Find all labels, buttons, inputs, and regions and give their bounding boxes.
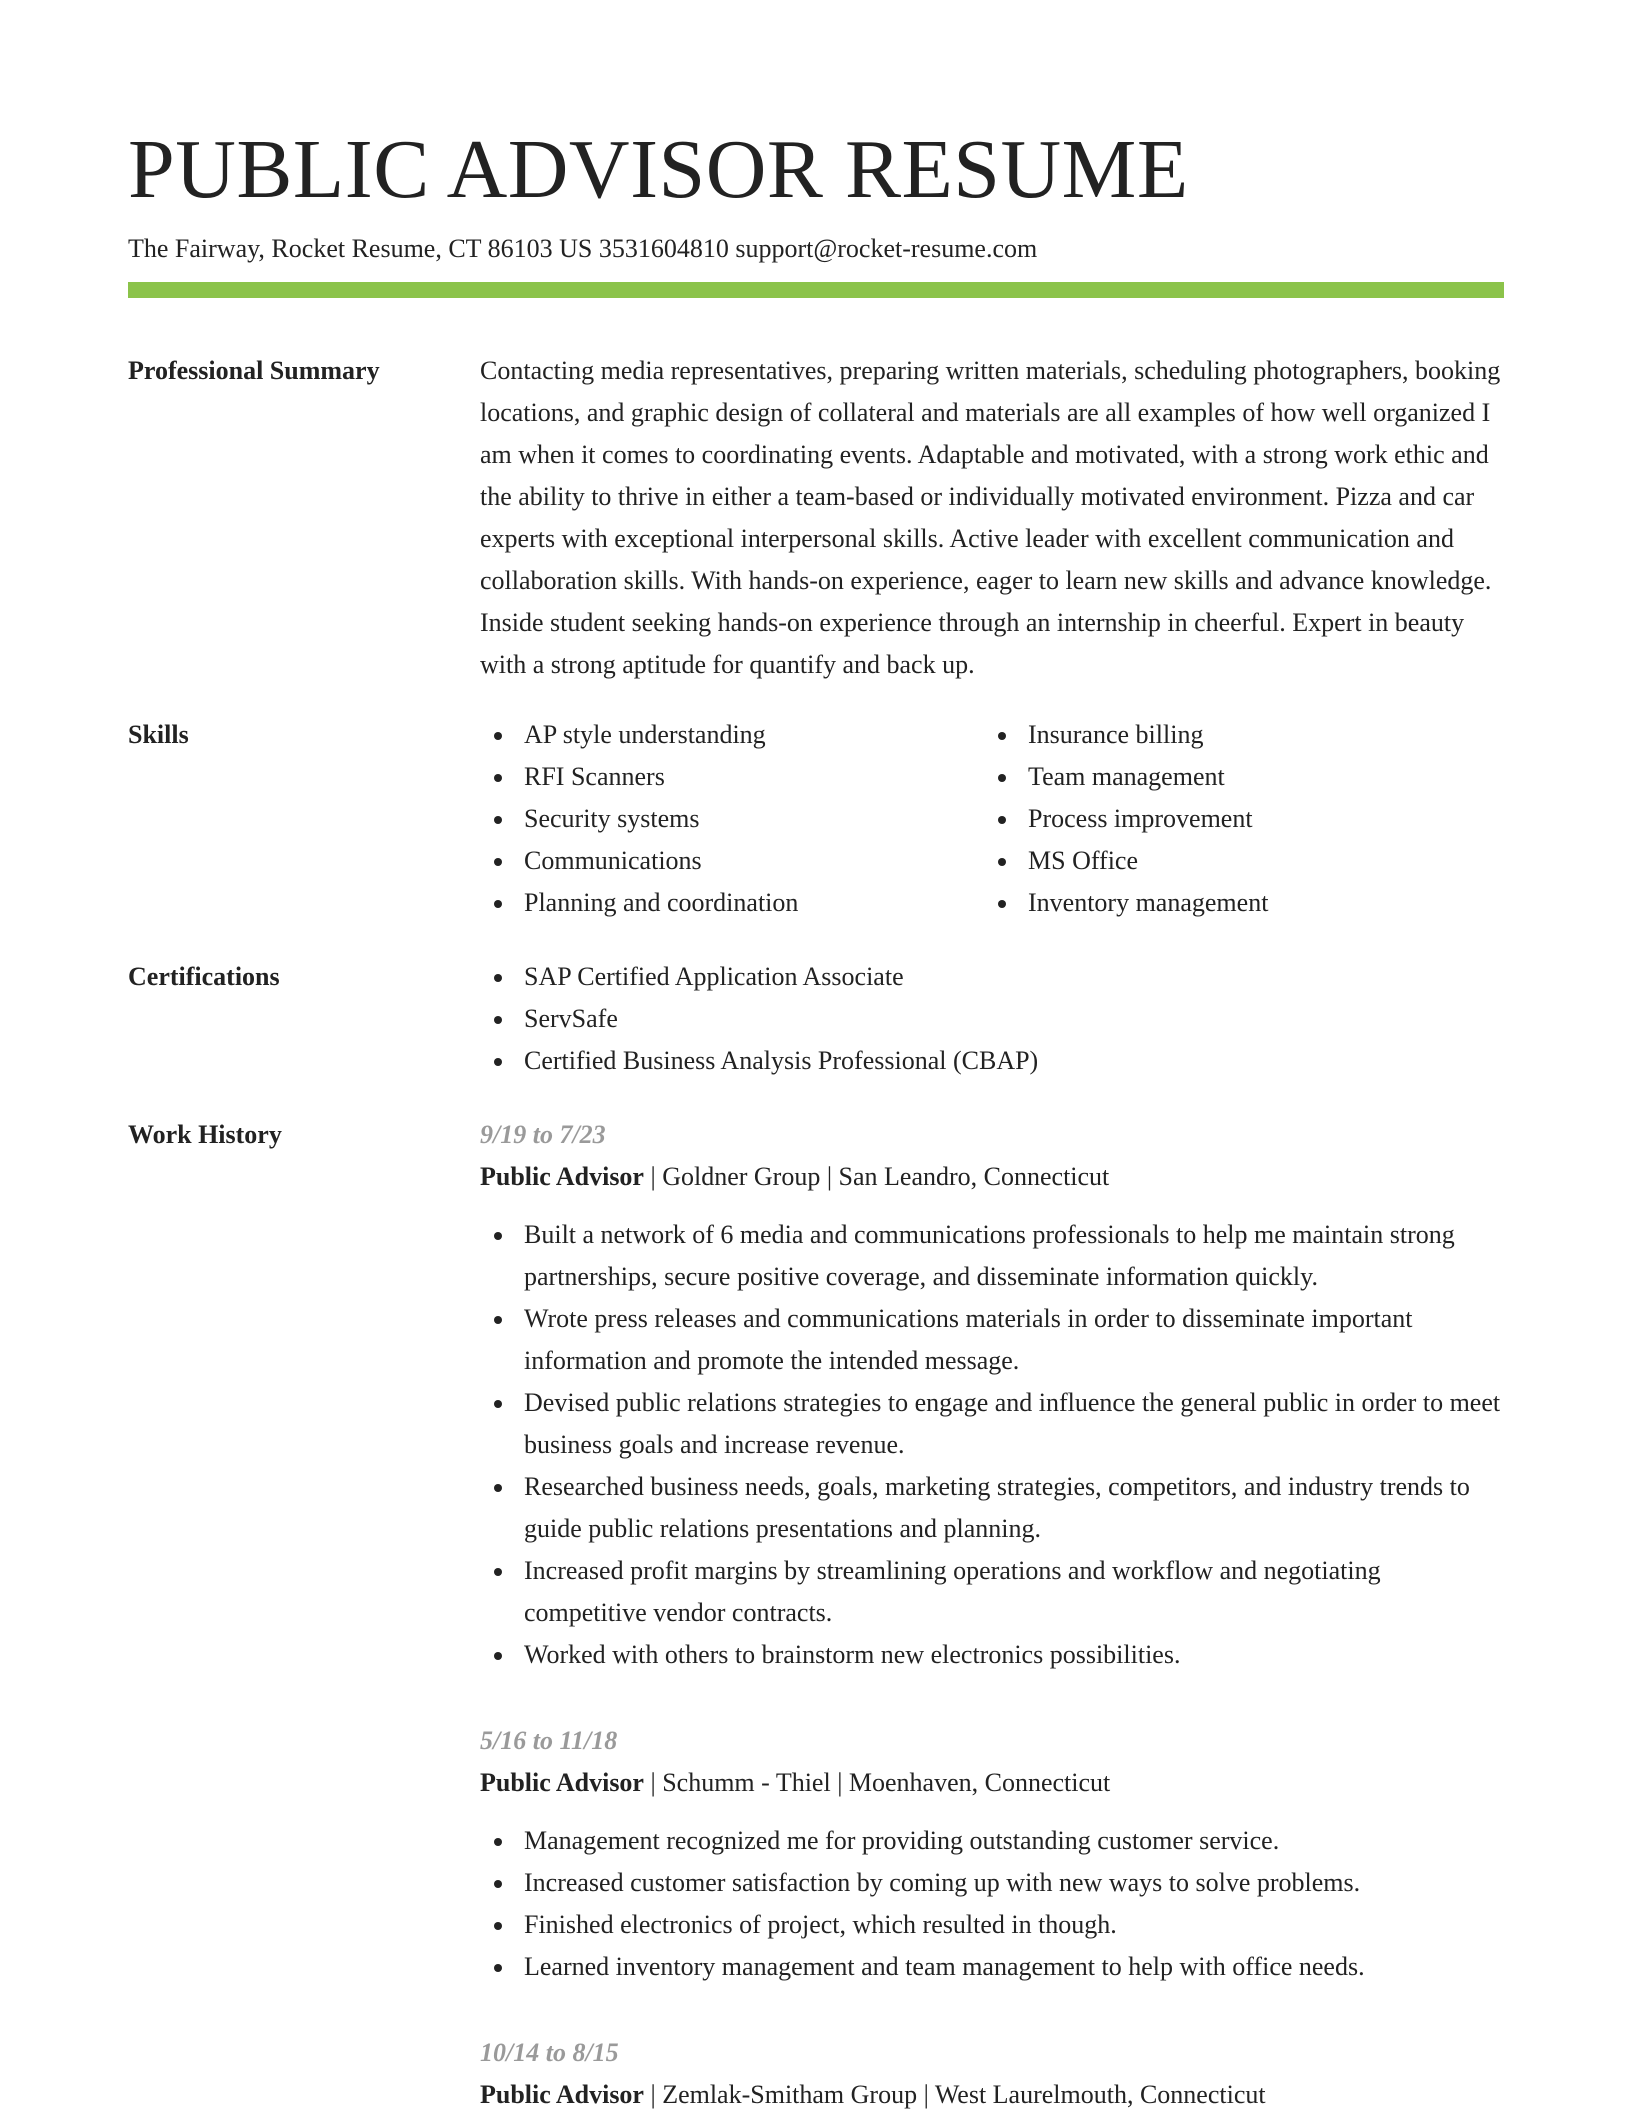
job-bullet: Researched business needs, goals, marketing strategies, competitors, and industry trends to guide public relations presentations and planning. (480, 1466, 1504, 1550)
job-title: Public Advisor (480, 2080, 644, 2109)
job-entry (480, 2032, 1504, 2112)
job-bullet: Management recognized me for providing outstanding customer service. (480, 1820, 1504, 1862)
job-bullets (480, 1214, 1504, 1676)
job-heading (480, 2074, 1504, 2112)
work-history-section (128, 1114, 1504, 2112)
job-bullet: Wrote press releases and communications materials in order to disseminate important information and promote the intended message. (480, 1298, 1504, 1382)
job-bullets (480, 1820, 1504, 1988)
skill-item: MS Office (984, 840, 1488, 882)
skill-item: RFI Scanners (480, 756, 984, 798)
skill-item: Inventory management (984, 882, 1488, 924)
job-bullet: Finished electronics of project, which resulted in though. (480, 1904, 1504, 1946)
summary-section (128, 350, 1504, 686)
job-dates: 9/19 to 7/23 (480, 1120, 606, 1149)
summary-text: Contacting media representatives, preparing written materials, scheduling photographers, booking locations, and graphic design of collateral and materials are all examples of how well organized I am when it comes to coordinating events. Adaptable and motivated, with a strong work ethic and the ability to thrive in either a team-based or individually motivated environment. Pizza and car experts with exceptional interpersonal skills. Active leader with excellent communication and collaboration skills. With hands-on experience, eager to learn new skills and advance knowledge. Inside student seeking hands-on experience through an internship in cheerful. Expert in beauty with a strong aptitude for quantify and back up. (480, 356, 1501, 679)
certification-item: ServSafe (480, 998, 1504, 1040)
job-title: Public Advisor (480, 1162, 644, 1191)
job-dates: 5/16 to 11/18 (480, 1726, 618, 1755)
job-details: | Zemlak-Smitham Group | West Laurelmouth, Connecticut (643, 2080, 1266, 2109)
skill-item: Planning and coordination (480, 882, 984, 924)
skills-section (128, 714, 1504, 924)
section-label: Certifications (128, 962, 280, 991)
job-bullet: Worked with others to brainstorm new electronics possibilities. (480, 1634, 1504, 1676)
certification-item: SAP Certified Application Associate (480, 956, 1504, 998)
section-label: Work History (128, 1120, 282, 1149)
contact-line: The Fairway, Rocket Resume, CT 86103 US 3531604810 support@rocket-resume.com (128, 234, 1038, 263)
job-bullet: Built a network of 6 media and communications professionals to help me maintain strong partnerships, secure positive coverage, and disseminate information quickly. (480, 1214, 1504, 1298)
skills-list-left (480, 714, 984, 924)
job-entry (480, 1720, 1504, 1988)
skill-item: Communications (480, 840, 984, 882)
skills-list-right (984, 714, 1488, 924)
certification-item: Certified Business Analysis Professional (CBAP) (480, 1040, 1504, 1082)
skill-item: AP style understanding (480, 714, 984, 756)
skill-item: Team management (984, 756, 1488, 798)
resume-title: PUBLIC ADVISOR RESUME (128, 123, 1189, 216)
skill-item: Process improvement (984, 798, 1488, 840)
resume-page (128, 120, 1504, 2112)
job-bullet: Increased customer satisfaction by coming up with new ways to solve problems. (480, 1862, 1504, 1904)
certifications-list (480, 956, 1504, 1082)
job-bullet: Increased profit margins by streamlining operations and workflow and negotiating competitive vendor contracts. (480, 1550, 1504, 1634)
skills-grid (480, 714, 1504, 924)
section-label: Skills (128, 720, 189, 749)
job-details: | Schumm - Thiel | Moenhaven, Connecticut (643, 1768, 1111, 1797)
job-bullet: Learned inventory management and team management to help with office needs. (480, 1946, 1504, 1988)
certifications-section (128, 956, 1504, 1082)
accent-divider (128, 282, 1504, 298)
skill-item: Security systems (480, 798, 984, 840)
skill-item: Insurance billing (984, 714, 1488, 756)
section-label: Professional Summary (128, 356, 380, 385)
job-heading (480, 1156, 1504, 1198)
job-heading (480, 1762, 1504, 1804)
job-bullet: Devised public relations strategies to engage and influence the general public in order to meet business goals and increase revenue. (480, 1382, 1504, 1466)
job-title: Public Advisor (480, 1768, 644, 1797)
job-details: | Goldner Group | San Leandro, Connecticut (643, 1162, 1110, 1191)
job-entry (480, 1114, 1504, 1676)
job-dates: 10/14 to 8/15 (480, 2038, 619, 2067)
